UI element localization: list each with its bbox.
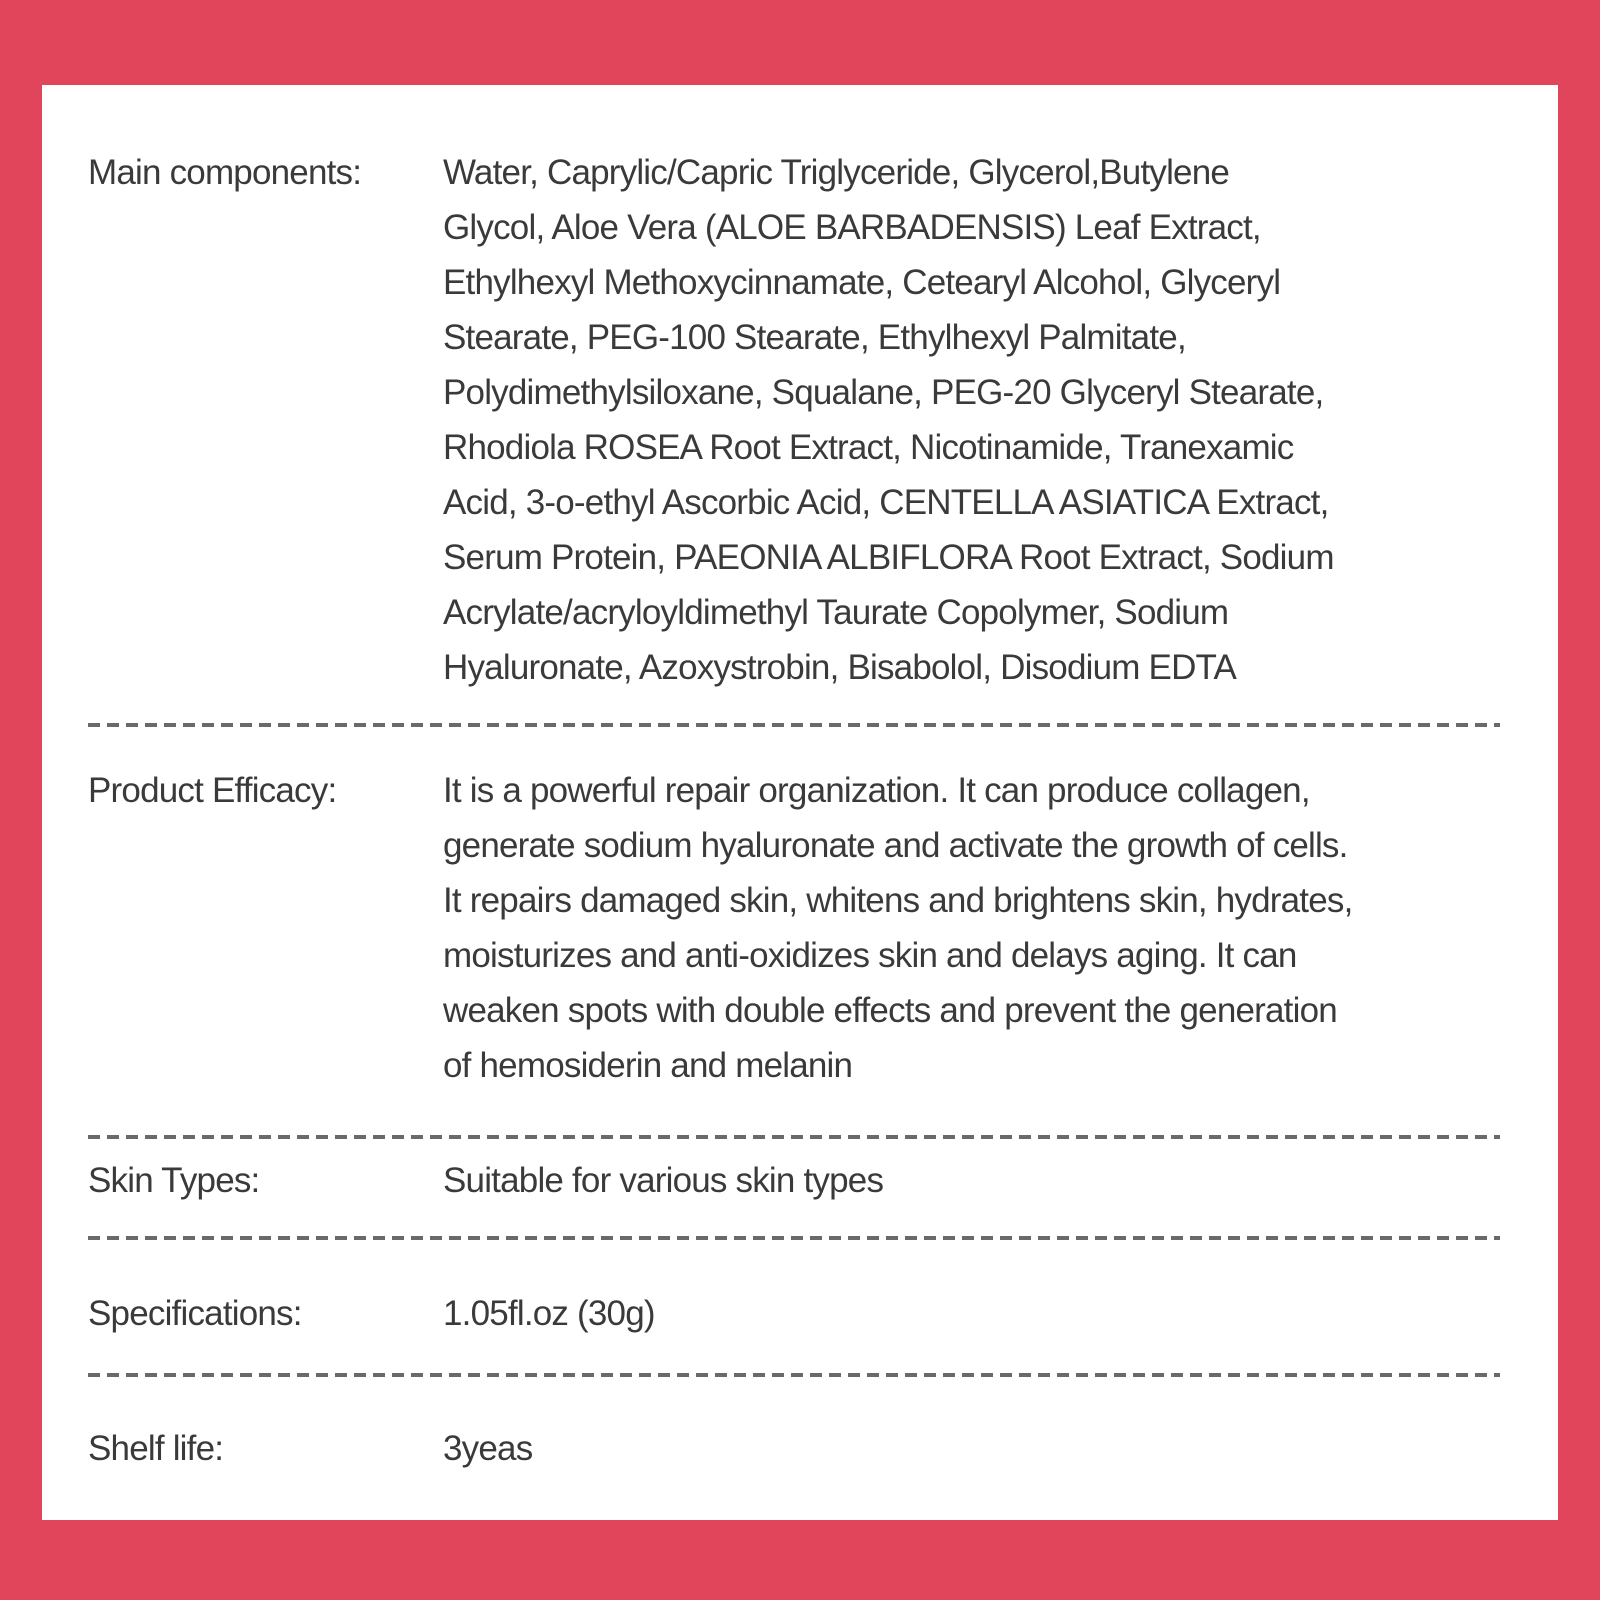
main-components-label: Main components: — [88, 153, 362, 192]
section-main-components — [88, 145, 1500, 695]
dashed-divider — [88, 1236, 1500, 1240]
skin-types-label: Skin Types: — [88, 1161, 260, 1200]
dashed-divider — [88, 1373, 1500, 1377]
dashed-divider — [88, 1135, 1500, 1139]
product-efficacy-value: It is a powerful repair organization. It can produce collagen, generate sodium hyaluronate and activate the growth of cells. It repairs damaged skin, whitens and brightens skin, hydrates, moisturizes and anti-oxidizes skin and delays aging. It can weaken spots with double effects and prevent the generation of hemosiderin and melanin — [443, 771, 1353, 1085]
shelf-life-value: 3yeas — [443, 1429, 533, 1468]
section-shelf-life — [88, 1421, 1500, 1476]
product-efficacy-label: Product Efficacy: — [88, 771, 337, 810]
specifications-value: 1.05fl.oz (30g) — [443, 1294, 655, 1333]
section-product-efficacy — [88, 763, 1500, 1093]
panel-content — [42, 85, 1558, 1476]
dashed-divider — [88, 723, 1500, 727]
section-specifications — [88, 1286, 1500, 1341]
main-components-value: Water, Caprylic/Capric Triglyceride, Glycerol,Butylene Glycol, Aloe Vera (ALOE BARBADENSIS) Leaf Extract, Ethylhexyl Methoxycinnamate, Cetearyl Alcohol, Glyceryl Stearate, PEG-100 Stearate, Ethylhexyl Palmitate, Polydimethylsiloxane, Squalane, PEG-20 Glyceryl Stearate, Rhodiola ROSEA Root Extract, Nicotinamide, Tranexamic Acid, 3-o-ethyl Ascorbic Acid, CENTELLA ASIATICA Extract, Serum Protein, PAEONIA ALBIFLORA Root Extract, Sodium Acrylate/acryloyldimethyl Taurate Copolymer, Sodium Hyaluronate, Azoxystrobin, Bisabolol, Disodium EDTA — [443, 153, 1334, 687]
specifications-label: Specifications: — [88, 1294, 302, 1333]
skin-types-value: Suitable for various skin types — [443, 1161, 884, 1200]
section-skin-types — [88, 1153, 1500, 1208]
shelf-life-label: Shelf life: — [88, 1429, 224, 1468]
product-info-panel — [42, 85, 1558, 1520]
